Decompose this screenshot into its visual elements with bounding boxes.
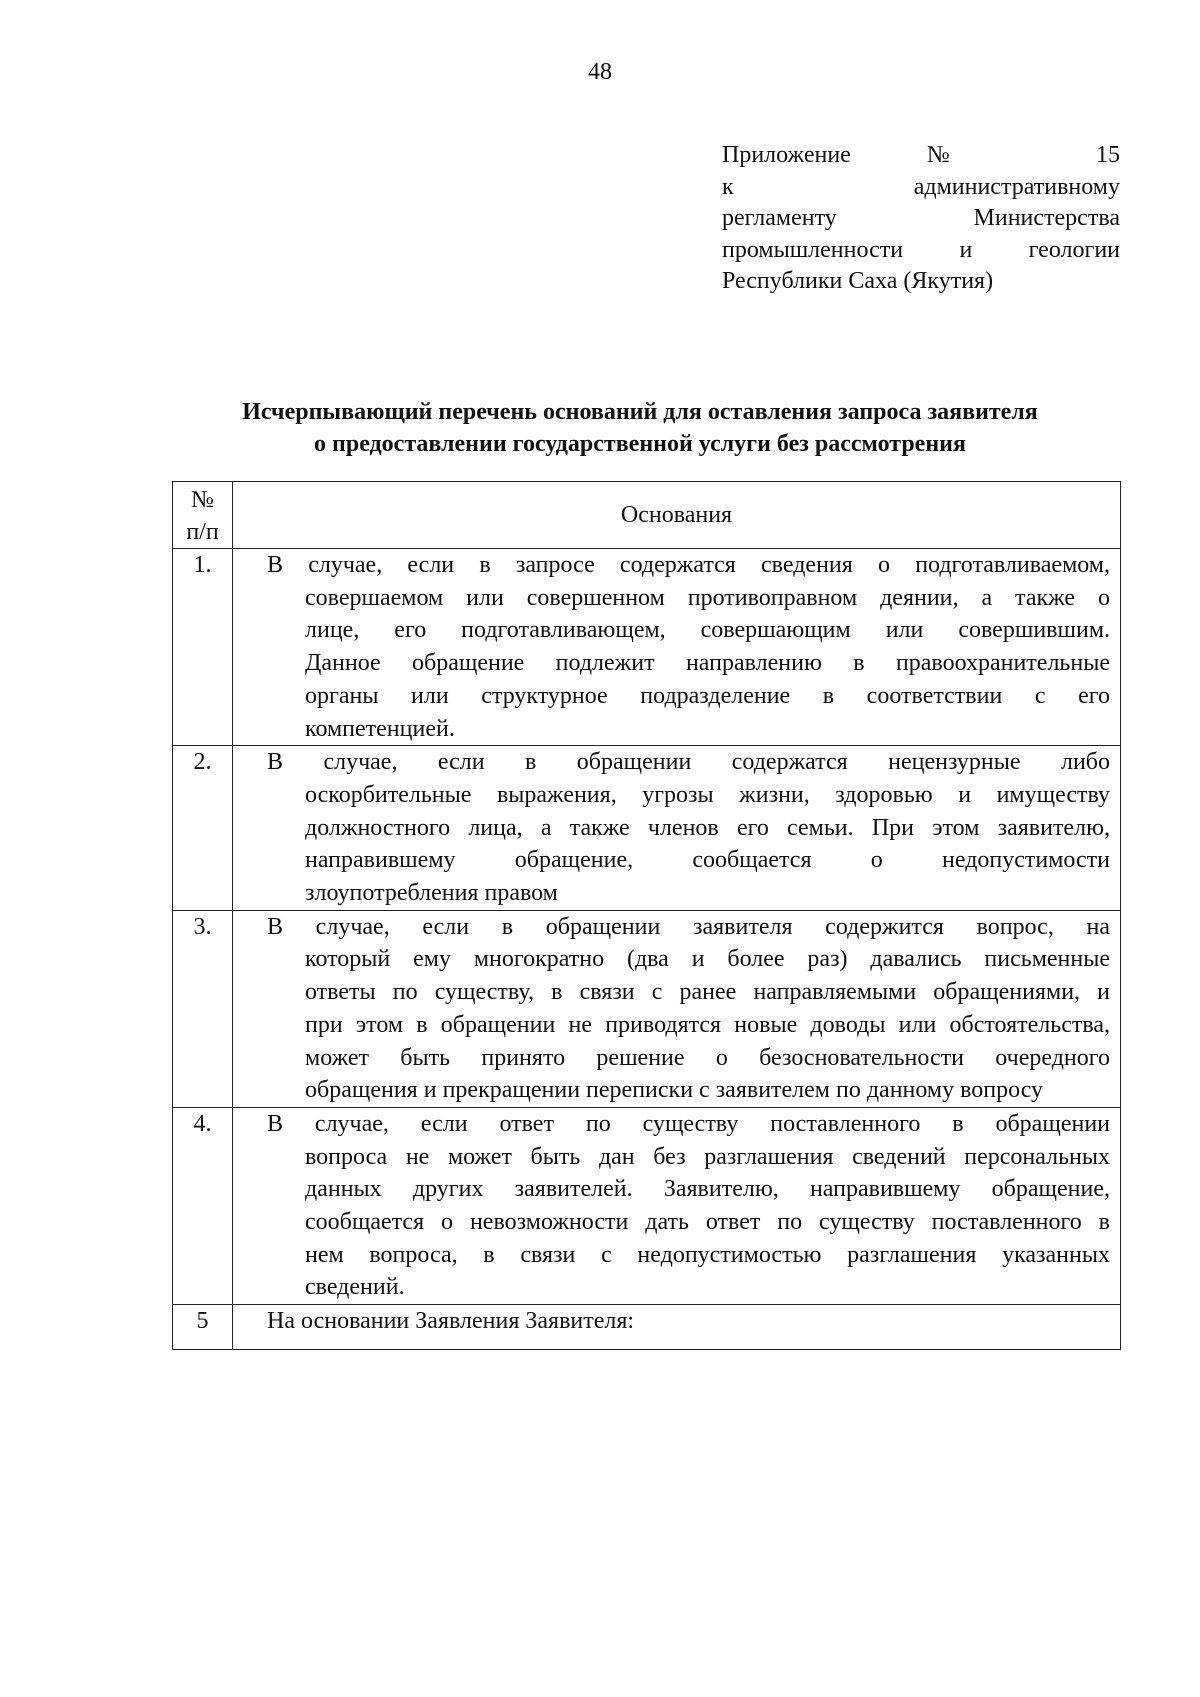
table-row <box>173 1305 1121 1350</box>
appendix-line <box>722 266 1120 298</box>
row-number: 4. <box>173 1107 233 1304</box>
table-header-row <box>173 482 1121 549</box>
row-text-line: оскорбительные выражения, угрозы жизни, здоровью и имуществу <box>305 781 1110 808</box>
row-text-line: компетенцией. <box>305 715 455 742</box>
row-text-line: В случае, если в запросе содержатся сведения о подготавливаемом, <box>267 552 1110 578</box>
header-number-cell <box>173 482 233 549</box>
table-row <box>173 549 1121 746</box>
appendix-word: геологии <box>1028 236 1121 263</box>
appendix-block <box>722 140 1120 298</box>
appendix-line <box>722 172 1120 204</box>
appendix-word: Министерства <box>973 205 1120 231</box>
row-text-line: вопроса не может быть дан без разглашения сведений персональных <box>305 1143 1110 1170</box>
row-text-line: В случае, если в обращении заявителя содержится вопрос, на <box>267 913 1110 940</box>
header-grounds-cell: Основания <box>233 482 1121 549</box>
row-text <box>233 1305 1121 1350</box>
appendix-line <box>722 203 1120 235</box>
appendix-word: Республики Саха (Якутия) <box>722 268 994 294</box>
row-text-line: совершаемом или совершенном противоправном деянии, а также о <box>305 584 1110 611</box>
table-row <box>173 910 1121 1107</box>
row-text-line: при этом в обращении не приводятся новые доводы или обстоятельства, <box>305 1011 1110 1038</box>
row-text-line: который ему многократно (два и более раз) давались письменные <box>305 946 1110 973</box>
document-title-line: о предоставлении государственной услуги без рассмотрения <box>314 431 966 457</box>
table-row <box>173 1107 1121 1304</box>
appendix-line <box>722 235 1120 267</box>
row-text-line: В случае, если ответ по существу поставленного в обращении <box>267 1110 1110 1137</box>
document-title-line: Исчерпывающий перечень оснований для оставления запроса заявителя <box>242 399 1038 425</box>
row-text-line: сообщается о невозможности дать ответ по существу поставленного в <box>305 1209 1110 1236</box>
row-text-line: На основании Заявления Заявителя: <box>267 1308 635 1335</box>
row-text <box>233 910 1121 1107</box>
row-number: 1. <box>173 549 233 746</box>
header-number-abbr: п/п <box>186 519 219 545</box>
row-text-line: злоупотребления правом <box>305 880 558 907</box>
row-text-line: лице, его подготавливающем, совершающим или совершившим. <box>305 617 1110 644</box>
row-number: 2. <box>173 746 233 911</box>
row-number: 5 <box>173 1305 233 1350</box>
row-text-line: органы или структурное подразделение в соответствии с его <box>305 682 1110 709</box>
appendix-word: промышленности <box>722 236 904 263</box>
row-text-line: нем вопроса, в связи с недопустимостью разглашения указанных <box>305 1241 1110 1268</box>
appendix-word: к <box>722 173 734 200</box>
page-number: 48 <box>588 59 612 85</box>
appendix-word: 15 <box>1096 142 1120 168</box>
appendix-word: № <box>926 142 1020 168</box>
appendix-word: административному <box>913 173 1120 200</box>
row-text-line: В случае, если в обращении содержатся нецензурные либо <box>267 749 1110 776</box>
document-title <box>160 396 1120 460</box>
row-text <box>233 1107 1121 1304</box>
appendix-word: и <box>959 236 973 263</box>
row-text-line: ответы по существу, в связи с ранее направляемыми обращениями, и <box>305 979 1110 1006</box>
grounds-table <box>172 481 1121 1350</box>
header-number-symbol: № <box>191 487 214 513</box>
row-number: 3. <box>173 910 233 1107</box>
appendix-word: Приложение <box>722 142 851 168</box>
row-text-line: данных других заявителей. Заявителю, направившему обращение, <box>305 1176 1110 1203</box>
row-text <box>233 746 1121 911</box>
appendix-word: регламенту <box>722 205 837 231</box>
row-text <box>233 549 1121 746</box>
row-text-line: сведений. <box>305 1274 405 1301</box>
row-text-line: может быть принято решение о безосновательности очередного <box>305 1044 1110 1071</box>
row-text-line: должностного лица, а также членов его семьи. При этом заявителю, <box>305 814 1110 841</box>
row-text-line: обращения и прекращении переписки с заявителем по данному вопросу <box>305 1077 1044 1104</box>
table-row <box>173 746 1121 911</box>
row-text-line: Данное обращение подлежит направлению в правоохранительные <box>305 650 1110 677</box>
appendix-line <box>722 140 1120 172</box>
row-text-line: направившему обращение, сообщается о недопустимости <box>305 847 1110 874</box>
